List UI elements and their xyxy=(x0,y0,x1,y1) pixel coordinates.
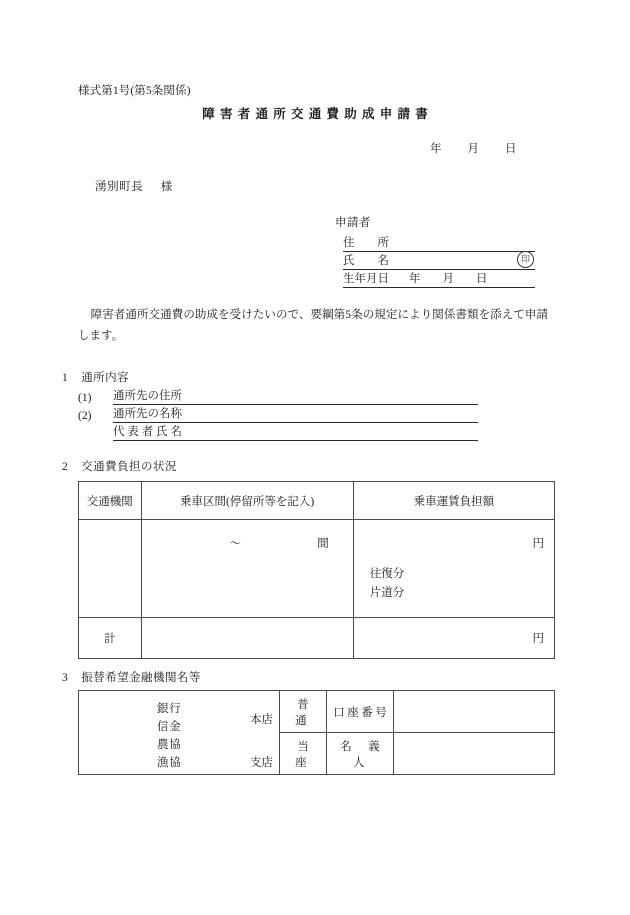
birth-month-label: 月 xyxy=(442,273,454,285)
branch-options xyxy=(250,711,273,772)
cell-fare-input[interactable] xyxy=(353,520,554,618)
column-header-segment: 乗車区間(停留所等を記入) xyxy=(141,482,353,520)
addressee xyxy=(95,178,173,194)
cell-account-number-input[interactable] xyxy=(394,691,555,733)
label-account-number: 口座番号 xyxy=(327,691,394,733)
option-gyokyo[interactable]: 漁協 xyxy=(157,757,182,770)
applicant-heading: 申請者 xyxy=(335,217,371,229)
section3-title: 振替希望金融機関名等 xyxy=(81,672,201,684)
option-ordinary-account[interactable]: 普 通 xyxy=(280,691,327,733)
section1-number: 1 xyxy=(62,372,69,384)
cell-transport-input[interactable] xyxy=(79,520,142,618)
column-header-fare: 乗車運賃負担額 xyxy=(353,482,554,520)
cell-segment-input[interactable] xyxy=(141,520,353,618)
fare-table xyxy=(78,481,555,659)
total-segment-blank xyxy=(141,618,353,659)
bank-account-table xyxy=(78,690,555,775)
statement-text: 障害者通所交通費の助成を受けたいので、要綱第5条の規定により関係書類を添えて申請します。 xyxy=(78,309,548,343)
birth-year-label: 年 xyxy=(409,273,421,285)
fare-trip-options xyxy=(370,565,405,603)
section2-number: 2 xyxy=(62,461,69,473)
section1-fields xyxy=(78,388,478,442)
table-header-row xyxy=(79,482,555,520)
institution-options xyxy=(157,700,181,773)
cell-account-holder-input[interactable] xyxy=(394,733,555,775)
segment-tilde: 〜 xyxy=(229,538,242,550)
seal-icon: 印 xyxy=(517,251,534,268)
section2-heading xyxy=(62,458,177,474)
option-head-office[interactable]: 本店 xyxy=(250,714,273,726)
addressee-name: 湧別町長 xyxy=(95,181,144,193)
applicant-name-row[interactable] xyxy=(343,252,535,270)
section3-heading xyxy=(62,669,201,685)
section2-title: 交通費負担の状況 xyxy=(81,461,177,473)
option-bank[interactable]: 銀行 xyxy=(157,703,182,715)
birth-day-label: 日 xyxy=(476,273,488,285)
applicant-birthdate-marks xyxy=(409,270,488,287)
section1-heading xyxy=(62,369,129,385)
date-month-label: 月 xyxy=(467,143,479,155)
section1-label: 代 表 者 氏 名 xyxy=(113,426,182,438)
segment-suffix: 間 xyxy=(317,538,329,550)
section1-marker: (2) xyxy=(78,410,92,422)
section3-number: 3 xyxy=(62,672,69,684)
addressee-honorific: 様 xyxy=(160,181,173,193)
applicant-address-label: 住 所 xyxy=(343,237,389,249)
date-day-label: 日 xyxy=(505,143,517,155)
applicant-birthdate-label: 生年月日 xyxy=(343,273,389,285)
option-current-account[interactable]: 当 座 xyxy=(280,733,327,775)
column-header-transport: 交通機関 xyxy=(79,482,142,520)
cell-total-input[interactable] xyxy=(353,618,554,659)
form-code-label: 様式第1号(第5条関係) xyxy=(78,85,191,97)
section1-row[interactable] xyxy=(78,388,478,405)
section1-field-destination-address[interactable] xyxy=(113,387,478,405)
table-row xyxy=(79,691,555,733)
applicant-address-row[interactable] xyxy=(343,234,535,252)
date-line xyxy=(430,140,517,156)
option-branch-office[interactable]: 支店 xyxy=(250,757,273,770)
label-account-holder: 名 義 人 xyxy=(327,733,394,775)
section1-row[interactable] xyxy=(78,406,478,423)
page-title: 障害者通所交通費助成申請書 xyxy=(202,107,433,121)
fare-currency-unit: 円 xyxy=(532,538,544,550)
total-currency-unit: 円 xyxy=(532,633,544,645)
table-row xyxy=(79,520,555,618)
section1-label: 通所先の名称 xyxy=(113,408,182,420)
total-label: 計 xyxy=(79,618,142,659)
section1-marker: (1) xyxy=(78,392,92,404)
option-round-trip[interactable]: 往復分 xyxy=(369,568,405,580)
option-nokyo[interactable]: 農協 xyxy=(157,739,182,752)
applicant-name-label: 氏 名 xyxy=(343,255,389,267)
applicant-birthdate-row[interactable] xyxy=(343,270,535,288)
section1-row[interactable] xyxy=(78,424,478,441)
date-year-label: 年 xyxy=(430,143,442,155)
table-total-row xyxy=(79,618,555,659)
cell-institution-select[interactable] xyxy=(79,691,280,775)
applicant-block xyxy=(335,214,535,288)
section1-label: 通所先の住所 xyxy=(113,390,182,402)
segment-marks xyxy=(142,520,353,554)
option-one-way[interactable]: 片道分 xyxy=(369,586,405,599)
section1-marker xyxy=(78,440,113,441)
option-shinkin[interactable]: 信金 xyxy=(157,721,182,734)
statement-paragraph xyxy=(78,305,548,348)
section1-title: 通所内容 xyxy=(81,372,130,384)
section1-field-representative-name[interactable] xyxy=(113,423,478,441)
section1-field-destination-name[interactable] xyxy=(113,405,478,423)
